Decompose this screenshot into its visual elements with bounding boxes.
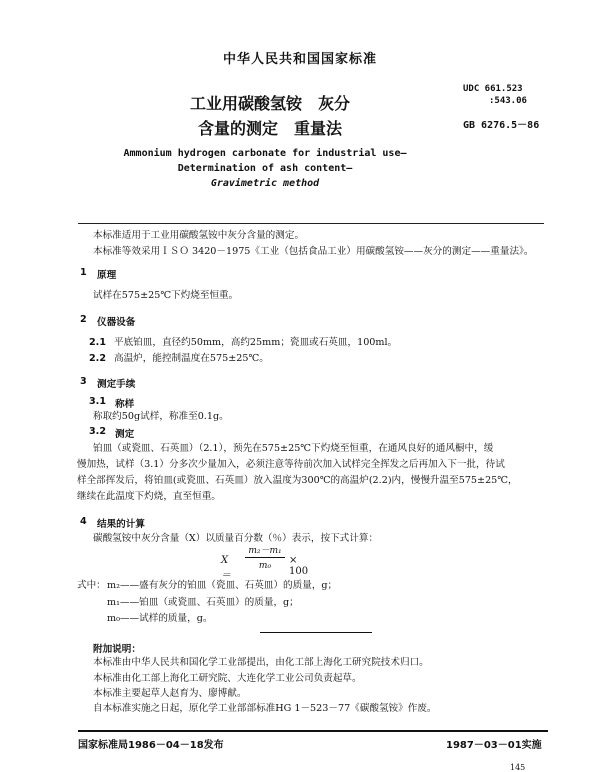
section-4-text: 碳酸氢铵中灰分含量（X）以质量百分数（％）表示，按下式计算： <box>93 533 379 544</box>
where-m0: m₀——试样的质量，g。 <box>107 613 213 624</box>
notes-line-2: 本标准由化工部上海化工研究院、大连化学工业公司负责起草。 <box>93 673 362 684</box>
notes-line-1: 本标准由中华人民共和国化学工业部提出，由化工部上海化工研究院技术归口。 <box>93 657 429 668</box>
title-line-1: 工业用碳酸氢铵 灰分 <box>189 94 350 113</box>
procedure-line-3: 样全部挥发后，将铂皿(或瓷皿、石英皿）放入温度为300℃的高温炉(2.2)内，慢慢升温至575±25℃， <box>77 475 518 486</box>
section-1-number: 1 <box>80 267 87 278</box>
subsection-3-2-title: 测定 <box>115 429 135 440</box>
title-line-2: 含量的测定 重量法 <box>197 119 342 138</box>
notes-divider <box>260 632 372 633</box>
english-title-line-1: Ammonium hydrogen carbonate for industrial use— <box>123 148 407 159</box>
formula-lhs: X＝ <box>221 555 231 581</box>
where-m1: m₁——铂皿（或瓷皿、石英皿）的质量，g； <box>107 597 299 608</box>
section-4-number: 4 <box>80 516 87 527</box>
item-2-2-number: 2.2 <box>89 353 106 364</box>
section-1-text: 试样在575±25℃下灼烧至恒重。 <box>93 290 239 301</box>
udc-code-cont: :543.06 <box>489 96 527 106</box>
where-label: 式中： <box>77 580 106 591</box>
procedure-line-4: 继续在此温度下灼烧，直至恒重。 <box>77 491 221 502</box>
item-2-2-text: 高温炉，能控制温度在575±25℃。 <box>114 353 269 364</box>
page-number: 145 <box>510 763 526 772</box>
subsection-3-1-number: 3.1 <box>89 396 106 407</box>
notes-line-4: 自本标准实施之日起，原化学工业部部标准HG 1－523－77《碳酸氢铵》作废。 <box>93 703 437 714</box>
intro-scope: 本标准适用于工业用碳酸氢铵中灰分含量的测定。 <box>93 230 305 241</box>
item-2-1-text: 平底铂皿，直径约50mm，高约25mm；瓷皿或石英皿，100ml。 <box>114 337 398 348</box>
section-2-title: 仪器设备 <box>97 317 136 328</box>
formula-denominator: m₀ <box>258 561 272 571</box>
title-divider <box>78 223 544 224</box>
section-3-number: 3 <box>80 376 87 387</box>
subsection-3-1-title: 称样 <box>115 399 135 410</box>
section-2-number: 2 <box>80 314 87 325</box>
procedure-line-2: 慢加热，试样（3.1）分多次少量加入，必须注意等待前次加入试样完全挥发之后再加入下一批，待试 <box>77 459 505 470</box>
subsection-3-2-number: 3.2 <box>89 426 106 437</box>
issue-date: 国家标准局1986－04－18发布 <box>78 740 224 751</box>
notes-line-3: 本标准主要起草人赵育为、廖博献。 <box>93 688 247 699</box>
notes-title: 附加说明： <box>93 644 141 655</box>
footer-rule <box>78 730 548 732</box>
gb-number: GB 6276.5－86 <box>463 120 540 131</box>
effective-date: 1987－03－01实施 <box>446 740 542 751</box>
item-2-1-number: 2.1 <box>89 337 106 348</box>
intro-iso-reference: 本标准等效采用ＩＳＯ 3420－1975《工业（包括食品工业）用碳酸氢铵——灰分的测定——重量法》。 <box>93 246 534 257</box>
standard-type: 中华人民共和国国家标准 <box>222 52 377 67</box>
english-title-line-2: Determination of ash content— <box>177 163 353 174</box>
section-3-title: 测定手续 <box>97 379 136 390</box>
procedure-line-1: 铂皿（或瓷皿、石英皿）（2.1），预先在575±25℃下灼烧至恒重，在通风良好的通风橱中，缓 <box>93 443 494 454</box>
udc-code: UDC 661.523 <box>463 84 523 94</box>
section-4-title: 结果的计算 <box>97 519 145 530</box>
formula-numerator: m₂－m₁ <box>245 543 285 558</box>
where-m2: m₂——盛有灰分的铂皿（瓷皿、石英皿）的质量，g； <box>107 580 338 591</box>
section-1-title: 原理 <box>97 270 117 281</box>
formula-rhs: × 100 <box>289 555 309 577</box>
english-title-line-3: Gravimetric method <box>210 178 320 189</box>
subsection-3-1-text: 称取约50g试样，称准至0.1g。 <box>93 411 229 422</box>
